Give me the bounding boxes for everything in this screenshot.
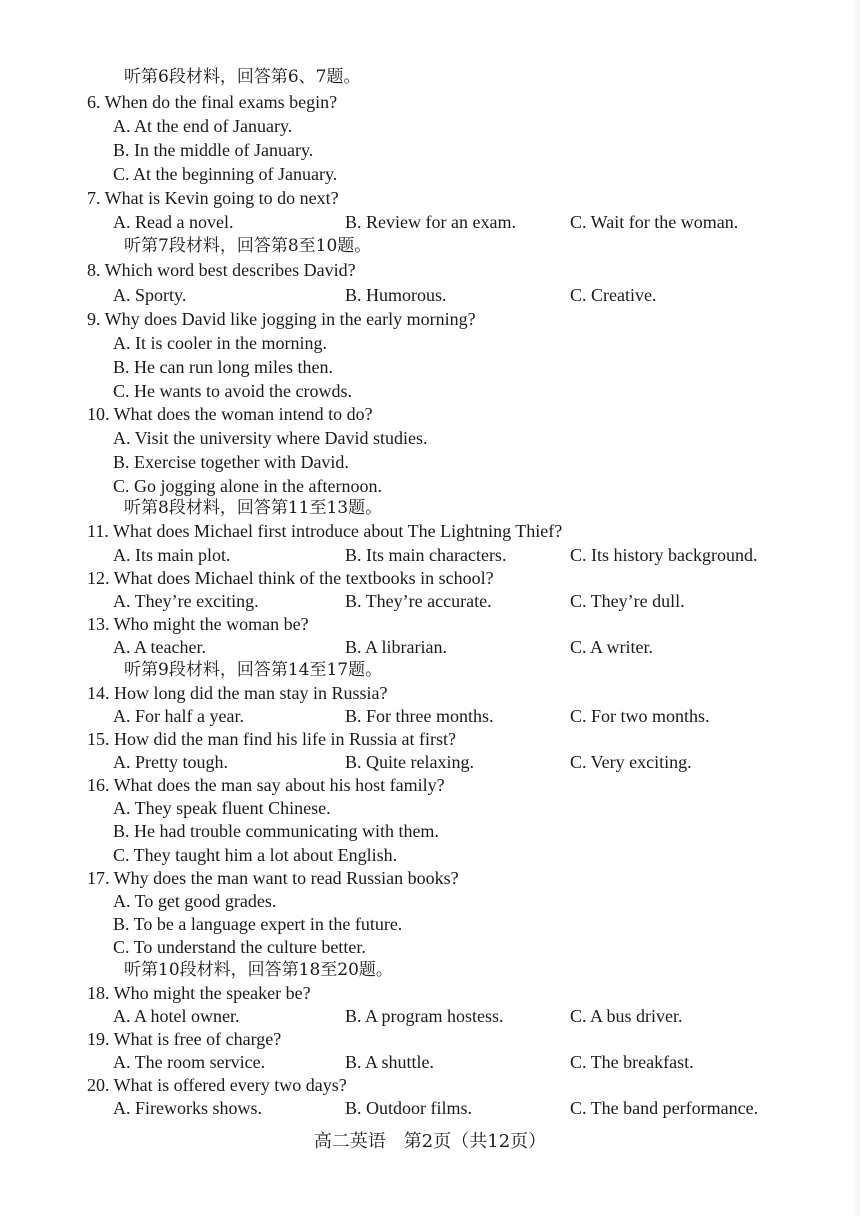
question-13-option-a: A. A teacher. [113, 637, 206, 657]
question-7-option-b: B. Review for an exam. [345, 212, 516, 232]
section-9-instruction: 听第9段材料，回答第14至17题。 [124, 660, 383, 680]
section-10-instruction: 听第10段材料，回答第18至20题。 [124, 960, 393, 980]
question-13-option-c: C. A writer. [570, 637, 654, 657]
question-12-option-c: C. They’re dull. [570, 591, 685, 611]
scan-edge-shadow [852, 0, 860, 1216]
question-20-option-c: C. The band performance. [570, 1098, 759, 1118]
question-8-option-a: A. Sporty. [113, 285, 187, 305]
question-12-option-a: A. They’re exciting. [113, 591, 259, 611]
question-9-option-a: A. It is cooler in the morning. [113, 333, 327, 353]
question-8-option-c: C. Creative. [570, 285, 657, 305]
question-9-option-c: C. He wants to avoid the crowds. [113, 381, 352, 401]
question-14: 14. How long did the man stay in Russia? [87, 683, 388, 703]
page-footer: 高二英语 第2页（共12页） [313, 1131, 547, 1152]
question-12-option-b: B. They’re accurate. [345, 591, 492, 611]
question-14-option-b: B. For three months. [345, 706, 494, 726]
question-13-option-b: B. A librarian. [345, 637, 447, 657]
question-14-option-a: A. For half a year. [113, 706, 244, 726]
question-18-option-c: C. A bus driver. [570, 1006, 683, 1026]
question-13: 13. Who might the woman be? [87, 614, 309, 634]
question-19-option-c: C. The breakfast. [570, 1052, 694, 1072]
question-8-option-b: B. Humorous. [345, 285, 447, 305]
question-14-option-c: C. For two months. [570, 706, 710, 726]
question-11-option-c: C. Its history background. [570, 545, 758, 565]
question-10-option-b: B. Exercise together with David. [113, 452, 349, 472]
question-17: 17. Why does the man want to read Russian books? [87, 868, 459, 888]
question-6: 6. When do the final exams begin? [87, 92, 338, 112]
question-18: 18. Who might the speaker be? [87, 983, 311, 1003]
question-9: 9. Why does David like jogging in the early morning? [87, 309, 476, 329]
question-8: 8. Which word best describes David? [87, 260, 356, 280]
question-6-option-c: C. At the beginning of January. [113, 164, 338, 184]
question-16-option-c: C. They taught him a lot about English. [113, 845, 398, 865]
question-12: 12. What does Michael think of the textbooks in school? [87, 568, 494, 588]
question-15-option-b: B. Quite relaxing. [345, 752, 474, 772]
question-11-option-b: B. Its main characters. [345, 545, 507, 565]
question-16: 16. What does the man say about his host family? [87, 775, 445, 795]
question-20: 20. What is offered every two days? [87, 1075, 347, 1095]
question-18-option-a: A. A hotel owner. [113, 1006, 240, 1026]
question-16-option-a: A. They speak fluent Chinese. [113, 798, 331, 818]
question-19-option-a: A. The room service. [113, 1052, 266, 1072]
question-10-option-c: C. Go jogging alone in the afternoon. [113, 476, 382, 496]
question-18-option-b: B. A program hostess. [345, 1006, 504, 1026]
question-20-option-a: A. Fireworks shows. [113, 1098, 263, 1118]
question-20-option-b: B. Outdoor films. [345, 1098, 473, 1118]
question-6-option-b: B. In the middle of January. [113, 140, 314, 160]
question-17-option-c: C. To understand the culture better. [113, 937, 366, 957]
question-9-option-b: B. He can run long miles then. [113, 357, 333, 377]
question-7-option-c: C. Wait for the woman. [570, 212, 739, 232]
question-11-option-a: A. Its main plot. [113, 545, 231, 565]
section-6-instruction: 听第6段材料，回答第6、7题。 [124, 67, 361, 87]
question-19: 19. What is free of charge? [87, 1029, 282, 1049]
question-15-option-c: C. Very exciting. [570, 752, 692, 772]
question-17-option-a: A. To get good grades. [113, 891, 277, 911]
section-8-instruction: 听第8段材料，回答第11至13题。 [124, 498, 383, 518]
question-19-option-b: B. A shuttle. [345, 1052, 435, 1072]
question-7-option-a: A. Read a novel. [113, 212, 234, 232]
question-6-option-a: A. At the end of January. [113, 116, 293, 136]
section-7-instruction: 听第7段材料，回答第8至10题。 [124, 236, 372, 256]
question-15-option-a: A. Pretty tough. [113, 752, 228, 772]
question-11: 11. What does Michael first introduce about The Lightning Thief? [87, 521, 563, 541]
question-7: 7. What is Kevin going to do next? [87, 188, 339, 208]
question-17-option-b: B. To be a language expert in the future. [113, 914, 403, 934]
question-10-option-a: A. Visit the university where David studies. [113, 428, 428, 448]
question-10: 10. What does the woman intend to do? [87, 404, 373, 424]
question-15: 15. How did the man find his life in Russia at first? [87, 729, 456, 749]
question-16-option-b: B. He had trouble communicating with them. [113, 821, 439, 841]
